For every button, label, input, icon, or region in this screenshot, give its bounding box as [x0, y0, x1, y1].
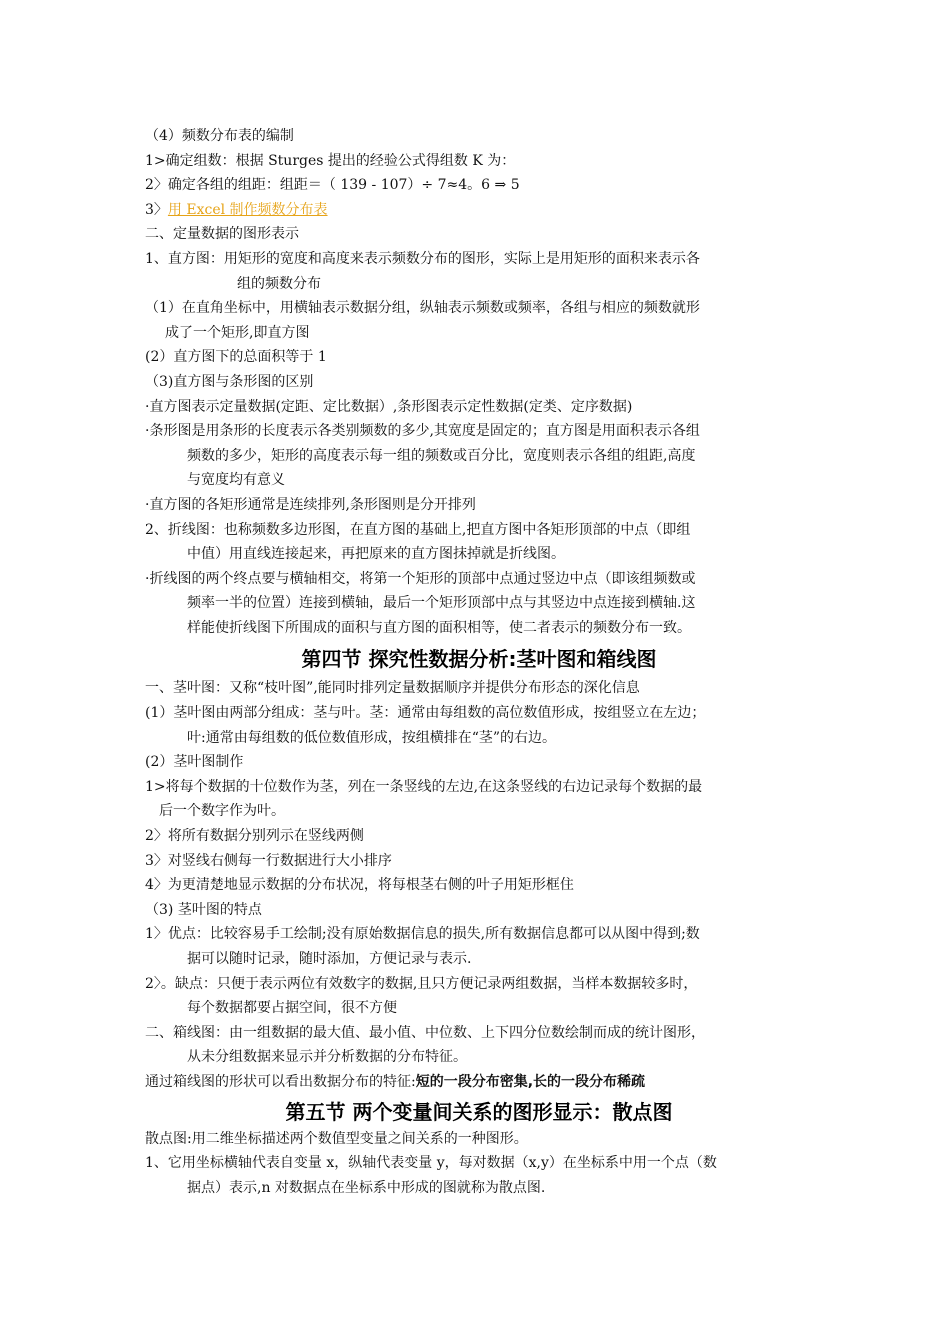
link-prefix: 3〉 — [145, 201, 168, 218]
text-line: 4〉为更清楚地显示数据的分布状况，将每根茎右侧的叶子用矩形框住 — [145, 877, 574, 894]
text-line-continued: 中值）用直线连接起来，再把原来的直方图抹掉就是折线图。 — [187, 546, 565, 563]
text-line: 2〉。缺点：只便于表示两位有效数字的数据,且只方便记录两组数据，当样本数据较多时， — [145, 975, 698, 992]
text-line: 2〉将所有数据分别列示在竖线两侧 — [145, 828, 364, 845]
boxplot-note — [145, 1070, 813, 1095]
text-line: （1）在直角坐标中，用横轴表示数据分组，纵轴表示频数或频率，各组与相应的频数就形 — [145, 300, 700, 317]
text-line: (2）茎叶图制作 — [145, 754, 244, 771]
text-line-continued: 与宽度均有意义 — [187, 472, 285, 489]
section-4-title: 第四节 探究性数据分析:茎叶图和箱线图 — [301, 647, 657, 672]
text-line: 2、折线图：也称频数多边形图，在直方图的基础上,把直方图中各矩形顶部的中点（即组 — [145, 521, 691, 538]
text-line-continued: 叶:通常由每组数的低位数值形成，按组横排在“茎”的右边。 — [187, 729, 557, 746]
text-line-continued: 从未分组数据来显示并分析数据的分布特征。 — [187, 1049, 467, 1066]
text-line: 1、它用坐标横轴代表自变量 x，纵轴代表变量 y，每对数据（x,y）在坐标系中用一个点（数 — [145, 1155, 717, 1172]
text-line: （3)直方图与条形图的区别 — [145, 373, 314, 390]
text-line-continued: 频数的多少，矩形的高度表示每一组的频数或百分比，宽度则表示各组的组距,高度 — [187, 447, 696, 464]
text-line: 二、箱线图：由一组数据的最大值、最小值、中位数、上下四分位数绘制而成的统计图形， — [145, 1024, 705, 1041]
text-line-continued: 组的频数分布 — [237, 275, 321, 292]
text-line: 1>确定组数：根据 Sturges 提出的经验公式得组数 K 为： — [145, 152, 516, 169]
text-line: 1〉优点：比较容易手工绘制;没有原始数据信息的损失,所有数据信息都可以从图中得到;数 — [145, 926, 700, 943]
text-line: ·直方图的各矩形通常是连续排列,条形图则是分开排列 — [145, 496, 476, 513]
section-5-title: 第五节 两个变量间关系的图形显示：散点图 — [285, 1099, 673, 1124]
text-line: ·条形图是用条形的长度表示各类别频数的多少,其宽度是固定的；直方图是用面积表示各组 — [145, 423, 700, 440]
text-line: 2〉确定各组的组距：组距＝（ 139 - 107）÷ 7≈4。6 ⇒ 5 — [145, 177, 520, 194]
text-line: 一、茎叶图：又称“枝叶图”,能同时排列定量数据顺序并提供分布形态的深化信息 — [145, 680, 640, 697]
text-line: ·直方图表示定量数据(定距、定比数据）,条形图表示定性数据(定类、定序数据) — [145, 398, 633, 415]
text-line: （3) 茎叶图的特点 — [145, 901, 262, 918]
text-line-continued: 据点）表示,n 对数据点在坐标系中形成的图就称为散点图. — [187, 1179, 546, 1196]
text-line: 1>将每个数据的十位数作为茎，列在一条竖线的左边,在这条竖线的右边记录每个数据的最 — [145, 778, 703, 795]
text-line-continued: 每个数据都要占据空间，很不方便 — [187, 1000, 397, 1017]
text-line-with-link — [145, 198, 813, 223]
boxplot-note-emphasis: 短的一段分布密集,长的一段分布稀疏 — [415, 1073, 646, 1090]
subheading-quantitative-graphics: 二、定量数据的图形表示 — [145, 226, 299, 243]
subheading-frequency-table: （4）频数分布表的编制 — [145, 128, 294, 144]
excel-frequency-table-link[interactable]: 用 Excel 制作频数分布表 — [167, 201, 328, 218]
boxplot-note-text: 通过箱线图的形状可以看出数据分布的特征: — [145, 1073, 416, 1090]
text-line: ·折线图的两个终点要与横轴相交，将第一个矩形的顶部中点通过竖边中点（即该组频数或 — [145, 570, 696, 587]
text-line-continued: 样能使折线图下所围成的面积与直方图的面积相等，使二者表示的频数分布一致。 — [187, 619, 691, 636]
text-line: 散点图:用二维坐标描述两个数值型变量之间关系的一种图形。 — [145, 1130, 528, 1147]
text-line-continued: 成了一个矩形,即直方图 — [165, 324, 310, 341]
text-line-continued: 后一个数字作为叶。 — [159, 803, 285, 820]
text-line: 1、直方图：用矩形的宽度和高度来表示频数分布的图形，实际上是用矩形的面积来表示各 — [145, 250, 700, 267]
text-line: (2）直方图下的总面积等于 1 — [145, 349, 327, 366]
text-line-continued: 据可以随时记录，随时添加，方便记录与表示. — [187, 951, 472, 967]
document-page — [145, 124, 813, 1200]
text-line-continued: 频率一半的位置）连接到横轴，最后一个矩形顶部中点与其竖边中点连接到横轴.这 — [187, 595, 696, 612]
text-line: (1）茎叶图由两部分组成：茎与叶。茎：通常由每组数的高位数值形成，按组竖立在左边； — [145, 705, 706, 722]
text-line: 3〉对竖线右侧每一行数据进行大小排序 — [145, 852, 392, 869]
